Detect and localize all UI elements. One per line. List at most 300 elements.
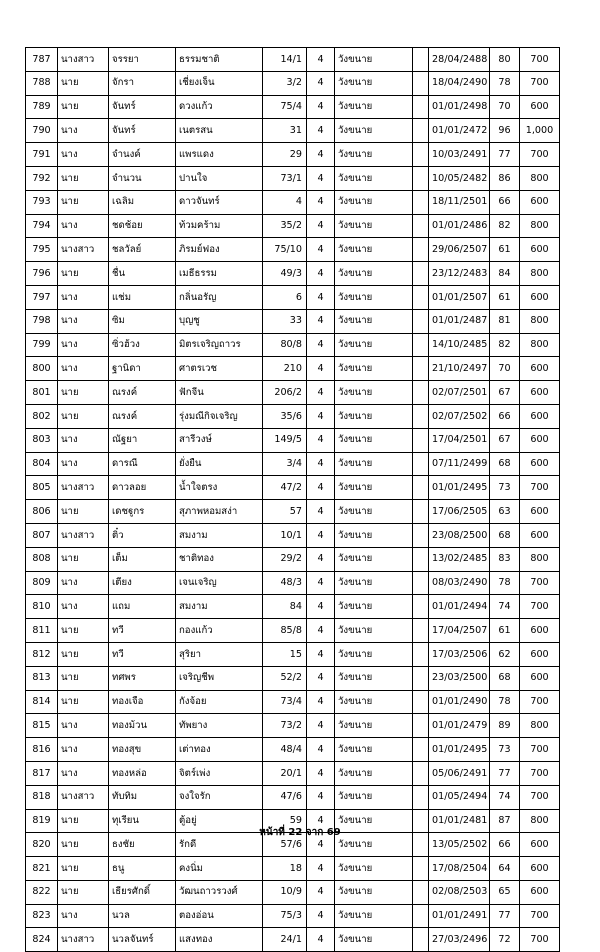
subdistrict-cell: วังขนาย <box>335 214 413 238</box>
house-number-cell: 52/2 <box>263 666 307 690</box>
birth-date-cell: 27/03/2496 <box>429 928 490 952</box>
village-number-cell: 4 <box>307 95 335 119</box>
village-number-cell: 4 <box>307 48 335 72</box>
title-cell: นาง <box>58 333 109 357</box>
amount-cell: 800 <box>520 547 560 571</box>
blank-cell <box>413 523 429 547</box>
amount-cell: 800 <box>520 809 560 833</box>
subdistrict-cell: วังขนาย <box>335 262 413 286</box>
age-cell: 62 <box>490 642 520 666</box>
birth-date-cell: 23/12/2483 <box>429 262 490 286</box>
first-name-cell: จันทร์ <box>109 95 176 119</box>
subdistrict-cell: วังขนาย <box>335 285 413 309</box>
house-number-cell: 84 <box>263 595 307 619</box>
village-number-cell: 4 <box>307 214 335 238</box>
blank-cell <box>413 500 429 524</box>
last-name-cell: ท้วมคร้าม <box>176 214 263 238</box>
amount-cell: 600 <box>520 285 560 309</box>
table-row <box>26 95 560 119</box>
first-name-cell: จักรา <box>109 71 176 95</box>
age-cell: 78 <box>490 71 520 95</box>
title-cell: นาย <box>58 619 109 643</box>
table-row <box>26 547 560 571</box>
last-name-cell: ดวงแก้ว <box>176 95 263 119</box>
birth-date-cell: 18/11/2501 <box>429 190 490 214</box>
age-cell: 67 <box>490 381 520 405</box>
row-number-cell: 795 <box>26 238 58 262</box>
age-cell: 66 <box>490 190 520 214</box>
subdistrict-cell: วังขนาย <box>335 333 413 357</box>
amount-cell: 600 <box>520 642 560 666</box>
title-cell: นางสาว <box>58 238 109 262</box>
first-name-cell: ทวี <box>109 619 176 643</box>
title-cell: นาง <box>58 214 109 238</box>
age-cell: 73 <box>490 738 520 762</box>
last-name-cell: คงนิ่ม <box>176 857 263 881</box>
subdistrict-cell: วังขนาย <box>335 571 413 595</box>
age-cell: 89 <box>490 714 520 738</box>
row-number-cell: 818 <box>26 785 58 809</box>
amount-cell: 600 <box>520 452 560 476</box>
blank-cell <box>413 143 429 167</box>
subdistrict-cell: วังขนาย <box>335 428 413 452</box>
last-name-cell: จิตร์เพ่ง <box>176 761 263 785</box>
blank-cell <box>413 476 429 500</box>
house-number-cell: 31 <box>263 119 307 143</box>
subdistrict-cell: วังขนาย <box>335 619 413 643</box>
title-cell: นาง <box>58 357 109 381</box>
birth-date-cell: 01/01/2481 <box>429 809 490 833</box>
birth-date-cell: 05/06/2491 <box>429 761 490 785</box>
house-number-cell: 73/1 <box>263 166 307 190</box>
blank-cell <box>413 690 429 714</box>
village-number-cell: 4 <box>307 404 335 428</box>
amount-cell: 600 <box>520 381 560 405</box>
house-number-cell: 3/2 <box>263 71 307 95</box>
table-row <box>26 381 560 405</box>
house-number-cell: 14/1 <box>263 48 307 72</box>
amount-cell: 600 <box>520 833 560 857</box>
first-name-cell: จำนงค์ <box>109 143 176 167</box>
row-number-cell: 808 <box>26 547 58 571</box>
first-name-cell: ณรงค์ <box>109 404 176 428</box>
table-row <box>26 500 560 524</box>
amount-cell: 700 <box>520 595 560 619</box>
age-cell: 61 <box>490 619 520 643</box>
village-number-cell: 4 <box>307 119 335 143</box>
first-name-cell: นวลจันทร์ <box>109 928 176 952</box>
last-name-cell: ฟักจีน <box>176 381 263 405</box>
subdistrict-cell: วังขนาย <box>335 738 413 762</box>
birth-date-cell: 01/01/2495 <box>429 476 490 500</box>
birth-date-cell: 01/05/2494 <box>429 785 490 809</box>
village-number-cell: 4 <box>307 357 335 381</box>
title-cell: นาง <box>58 761 109 785</box>
amount-cell: 800 <box>520 309 560 333</box>
house-number-cell: 149/5 <box>263 428 307 452</box>
row-number-cell: 793 <box>26 190 58 214</box>
age-cell: 77 <box>490 761 520 785</box>
amount-cell: 800 <box>520 166 560 190</box>
last-name-cell: เชี่ยงเจ็น <box>176 71 263 95</box>
first-name-cell: เตียง <box>109 571 176 595</box>
title-cell: นางสาว <box>58 523 109 547</box>
age-cell: 68 <box>490 452 520 476</box>
age-cell: 77 <box>490 904 520 928</box>
age-cell: 72 <box>490 928 520 952</box>
last-name-cell: แพรแดง <box>176 143 263 167</box>
last-name-cell: กังจ้อย <box>176 690 263 714</box>
first-name-cell: ดารณี <box>109 452 176 476</box>
age-cell: 78 <box>490 690 520 714</box>
last-name-cell: ดาวจันทร์ <box>176 190 263 214</box>
birth-date-cell: 08/03/2490 <box>429 571 490 595</box>
village-number-cell: 4 <box>307 761 335 785</box>
first-name-cell: ติ๋ว <box>109 523 176 547</box>
table-row <box>26 785 560 809</box>
title-cell: นางสาว <box>58 476 109 500</box>
village-number-cell: 4 <box>307 666 335 690</box>
first-name-cell: ชดช้อย <box>109 214 176 238</box>
first-name-cell: ซิ่วฮ้วง <box>109 333 176 357</box>
table-row <box>26 333 560 357</box>
row-number-cell: 801 <box>26 381 58 405</box>
last-name-cell: รักดี <box>176 833 263 857</box>
title-cell: นาย <box>58 809 109 833</box>
subdistrict-cell: วังขนาย <box>335 761 413 785</box>
table-row <box>26 642 560 666</box>
birth-date-cell: 07/11/2499 <box>429 452 490 476</box>
house-number-cell: 47/6 <box>263 785 307 809</box>
subdistrict-cell: วังขนาย <box>335 857 413 881</box>
house-number-cell: 73/4 <box>263 690 307 714</box>
table-row <box>26 666 560 690</box>
row-number-cell: 803 <box>26 428 58 452</box>
title-cell: นางสาว <box>58 928 109 952</box>
amount-cell: 700 <box>520 571 560 595</box>
blank-cell <box>413 761 429 785</box>
first-name-cell: ทองม้วน <box>109 714 176 738</box>
row-number-cell: 789 <box>26 95 58 119</box>
row-number-cell: 809 <box>26 571 58 595</box>
last-name-cell: ยั่งยืน <box>176 452 263 476</box>
blank-cell <box>413 738 429 762</box>
village-number-cell: 4 <box>307 809 335 833</box>
house-number-cell: 24/1 <box>263 928 307 952</box>
age-cell: 82 <box>490 214 520 238</box>
birth-date-cell: 14/10/2485 <box>429 333 490 357</box>
amount-cell: 800 <box>520 333 560 357</box>
row-number-cell: 798 <box>26 309 58 333</box>
table-row <box>26 166 560 190</box>
first-name-cell: ชลวัลย์ <box>109 238 176 262</box>
amount-cell: 700 <box>520 738 560 762</box>
village-number-cell: 4 <box>307 262 335 286</box>
age-cell: 64 <box>490 857 520 881</box>
blank-cell <box>413 785 429 809</box>
blank-cell <box>413 48 429 72</box>
village-number-cell: 4 <box>307 547 335 571</box>
table-row <box>26 428 560 452</box>
village-number-cell: 4 <box>307 452 335 476</box>
birth-date-cell: 01/01/2490 <box>429 690 490 714</box>
title-cell: นาย <box>58 95 109 119</box>
house-number-cell: 35/6 <box>263 404 307 428</box>
amount-cell: 600 <box>520 666 560 690</box>
village-number-cell: 4 <box>307 738 335 762</box>
village-number-cell: 4 <box>307 238 335 262</box>
blank-cell <box>413 285 429 309</box>
row-number-cell: 821 <box>26 857 58 881</box>
house-number-cell: 59 <box>263 809 307 833</box>
village-number-cell: 4 <box>307 571 335 595</box>
last-name-cell: รุ่งมณีกิจเจริญ <box>176 404 263 428</box>
house-number-cell: 49/3 <box>263 262 307 286</box>
title-cell: นาย <box>58 880 109 904</box>
table-row <box>26 238 560 262</box>
first-name-cell: จันทร์ <box>109 119 176 143</box>
title-cell: นาย <box>58 381 109 405</box>
title-cell: นาย <box>58 500 109 524</box>
table-row <box>26 214 560 238</box>
birth-date-cell: 01/01/2498 <box>429 95 490 119</box>
last-name-cell: สุภาพหอมสง่า <box>176 500 263 524</box>
age-cell: 87 <box>490 809 520 833</box>
subdistrict-cell: วังขนาย <box>335 833 413 857</box>
house-number-cell: 29/2 <box>263 547 307 571</box>
page-footer: หน้าที่ 22 จาก 69 <box>259 827 341 838</box>
house-number-cell: 29 <box>263 143 307 167</box>
subdistrict-cell: วังขนาย <box>335 357 413 381</box>
birth-date-cell: 17/08/2504 <box>429 857 490 881</box>
row-number-cell: 811 <box>26 619 58 643</box>
blank-cell <box>413 904 429 928</box>
birth-date-cell: 13/02/2485 <box>429 547 490 571</box>
birth-date-cell: 01/01/2491 <box>429 904 490 928</box>
first-name-cell: แช่ม <box>109 285 176 309</box>
first-name-cell: เฉลิม <box>109 190 176 214</box>
first-name-cell: ทองสุข <box>109 738 176 762</box>
title-cell: นาง <box>58 428 109 452</box>
age-cell: 80 <box>490 48 520 72</box>
birth-date-cell: 01/01/2494 <box>429 595 490 619</box>
title-cell: นาย <box>58 190 109 214</box>
blank-cell <box>413 571 429 595</box>
village-number-cell: 4 <box>307 857 335 881</box>
blank-cell <box>413 452 429 476</box>
age-cell: 96 <box>490 119 520 143</box>
blank-cell <box>413 595 429 619</box>
row-number-cell: 814 <box>26 690 58 714</box>
age-cell: 77 <box>490 143 520 167</box>
birth-date-cell: 01/01/2507 <box>429 285 490 309</box>
house-number-cell: 75/4 <box>263 95 307 119</box>
age-cell: 82 <box>490 333 520 357</box>
age-cell: 63 <box>490 500 520 524</box>
first-name-cell: ณรงค์ <box>109 381 176 405</box>
last-name-cell: เนตรสน <box>176 119 263 143</box>
subdistrict-cell: วังขนาย <box>335 190 413 214</box>
title-cell: นาย <box>58 166 109 190</box>
subdistrict-cell: วังขนาย <box>335 880 413 904</box>
birth-date-cell: 13/05/2502 <box>429 833 490 857</box>
table-body <box>26 48 560 952</box>
last-name-cell: เจนเจริญ <box>176 571 263 595</box>
first-name-cell: เดชฐูกร <box>109 500 176 524</box>
table-row <box>26 571 560 595</box>
row-number-cell: 813 <box>26 666 58 690</box>
first-name-cell: ณัฐยา <box>109 428 176 452</box>
row-number-cell: 819 <box>26 809 58 833</box>
birth-date-cell: 01/01/2495 <box>429 738 490 762</box>
blank-cell <box>413 262 429 286</box>
subdistrict-cell: วังขนาย <box>335 642 413 666</box>
last-name-cell: ศาตรเวช <box>176 357 263 381</box>
last-name-cell: น้ำใจตรง <box>176 476 263 500</box>
blank-cell <box>413 714 429 738</box>
title-cell: นาง <box>58 309 109 333</box>
age-cell: 65 <box>490 880 520 904</box>
birth-date-cell: 01/01/2479 <box>429 714 490 738</box>
table-row <box>26 714 560 738</box>
age-cell: 78 <box>490 571 520 595</box>
amount-cell: 600 <box>520 880 560 904</box>
village-number-cell: 4 <box>307 333 335 357</box>
subdistrict-cell: วังขนาย <box>335 95 413 119</box>
blank-cell <box>413 71 429 95</box>
birth-date-cell: 21/10/2497 <box>429 357 490 381</box>
amount-cell: 600 <box>520 500 560 524</box>
blank-cell <box>413 619 429 643</box>
table-row <box>26 404 560 428</box>
table-row <box>26 48 560 72</box>
age-cell: 67 <box>490 428 520 452</box>
last-name-cell: สารีวงษ์ <box>176 428 263 452</box>
row-number-cell: 806 <box>26 500 58 524</box>
age-cell: 70 <box>490 95 520 119</box>
house-number-cell: 15 <box>263 642 307 666</box>
birth-date-cell: 17/06/2505 <box>429 500 490 524</box>
blank-cell <box>413 642 429 666</box>
title-cell: นาง <box>58 119 109 143</box>
subdistrict-cell: วังขนาย <box>335 119 413 143</box>
amount-cell: 800 <box>520 214 560 238</box>
age-cell: 73 <box>490 476 520 500</box>
title-cell: นาย <box>58 547 109 571</box>
age-cell: 68 <box>490 666 520 690</box>
row-number-cell: 815 <box>26 714 58 738</box>
village-number-cell: 4 <box>307 166 335 190</box>
pension-table <box>25 47 560 952</box>
house-number-cell: 6 <box>263 285 307 309</box>
house-number-cell: 48/4 <box>263 738 307 762</box>
last-name-cell: สมงาม <box>176 595 263 619</box>
title-cell: นาง <box>58 143 109 167</box>
house-number-cell: 48/3 <box>263 571 307 595</box>
subdistrict-cell: วังขนาย <box>335 928 413 952</box>
last-name-cell: ชาติทอง <box>176 547 263 571</box>
last-name-cell: วัฒนถาวรวงศ์ <box>176 880 263 904</box>
row-number-cell: 817 <box>26 761 58 785</box>
age-cell: 68 <box>490 523 520 547</box>
blank-cell <box>413 190 429 214</box>
row-number-cell: 822 <box>26 880 58 904</box>
house-number-cell: 85/8 <box>263 619 307 643</box>
village-number-cell: 4 <box>307 381 335 405</box>
age-cell: 74 <box>490 595 520 619</box>
last-name-cell: กลิ่นอรัญ <box>176 285 263 309</box>
subdistrict-cell: วังขนาย <box>335 48 413 72</box>
first-name-cell: ทวี <box>109 642 176 666</box>
subdistrict-cell: วังขนาย <box>335 785 413 809</box>
house-number-cell: 10/9 <box>263 880 307 904</box>
last-name-cell: ธรรมชาติ <box>176 48 263 72</box>
first-name-cell: ธงชัย <box>109 833 176 857</box>
row-number-cell: 800 <box>26 357 58 381</box>
house-number-cell: 75/3 <box>263 904 307 928</box>
table-row <box>26 690 560 714</box>
amount-cell: 600 <box>520 428 560 452</box>
title-cell: นาง <box>58 738 109 762</box>
title-cell: นาย <box>58 404 109 428</box>
subdistrict-cell: วังขนาย <box>335 666 413 690</box>
house-number-cell: 73/2 <box>263 714 307 738</box>
age-cell: 83 <box>490 547 520 571</box>
blank-cell <box>413 381 429 405</box>
first-name-cell: ทศพร <box>109 666 176 690</box>
table-row <box>26 452 560 476</box>
amount-cell: 700 <box>520 904 560 928</box>
last-name-cell: ภิรมย์ฟอง <box>176 238 263 262</box>
village-number-cell: 4 <box>307 71 335 95</box>
subdistrict-cell: วังขนาย <box>335 523 413 547</box>
village-number-cell: 4 <box>307 500 335 524</box>
amount-cell: 600 <box>520 857 560 881</box>
subdistrict-cell: วังขนาย <box>335 809 413 833</box>
title-cell: นาง <box>58 452 109 476</box>
table-row <box>26 738 560 762</box>
house-number-cell: 3/4 <box>263 452 307 476</box>
age-cell: 84 <box>490 262 520 286</box>
table-row <box>26 928 560 952</box>
amount-cell: 700 <box>520 785 560 809</box>
birth-date-cell: 02/08/2503 <box>429 880 490 904</box>
house-number-cell: 75/10 <box>263 238 307 262</box>
row-number-cell: 823 <box>26 904 58 928</box>
house-number-cell: 57/6 <box>263 833 307 857</box>
first-name-cell: แถม <box>109 595 176 619</box>
last-name-cell: สุริยา <box>176 642 263 666</box>
village-number-cell: 4 <box>307 476 335 500</box>
amount-cell: 700 <box>520 476 560 500</box>
first-name-cell: จรรยา <box>109 48 176 72</box>
house-number-cell: 80/8 <box>263 333 307 357</box>
blank-cell <box>413 928 429 952</box>
amount-cell: 700 <box>520 143 560 167</box>
amount-cell: 800 <box>520 262 560 286</box>
table-row <box>26 71 560 95</box>
amount-cell: 600 <box>520 190 560 214</box>
blank-cell <box>413 404 429 428</box>
amount-cell: 700 <box>520 761 560 785</box>
subdistrict-cell: วังขนาย <box>335 71 413 95</box>
row-number-cell: 804 <box>26 452 58 476</box>
birth-date-cell: 10/03/2491 <box>429 143 490 167</box>
blank-cell <box>413 880 429 904</box>
title-cell: นาง <box>58 285 109 309</box>
house-number-cell: 4 <box>263 190 307 214</box>
amount-cell: 600 <box>520 238 560 262</box>
